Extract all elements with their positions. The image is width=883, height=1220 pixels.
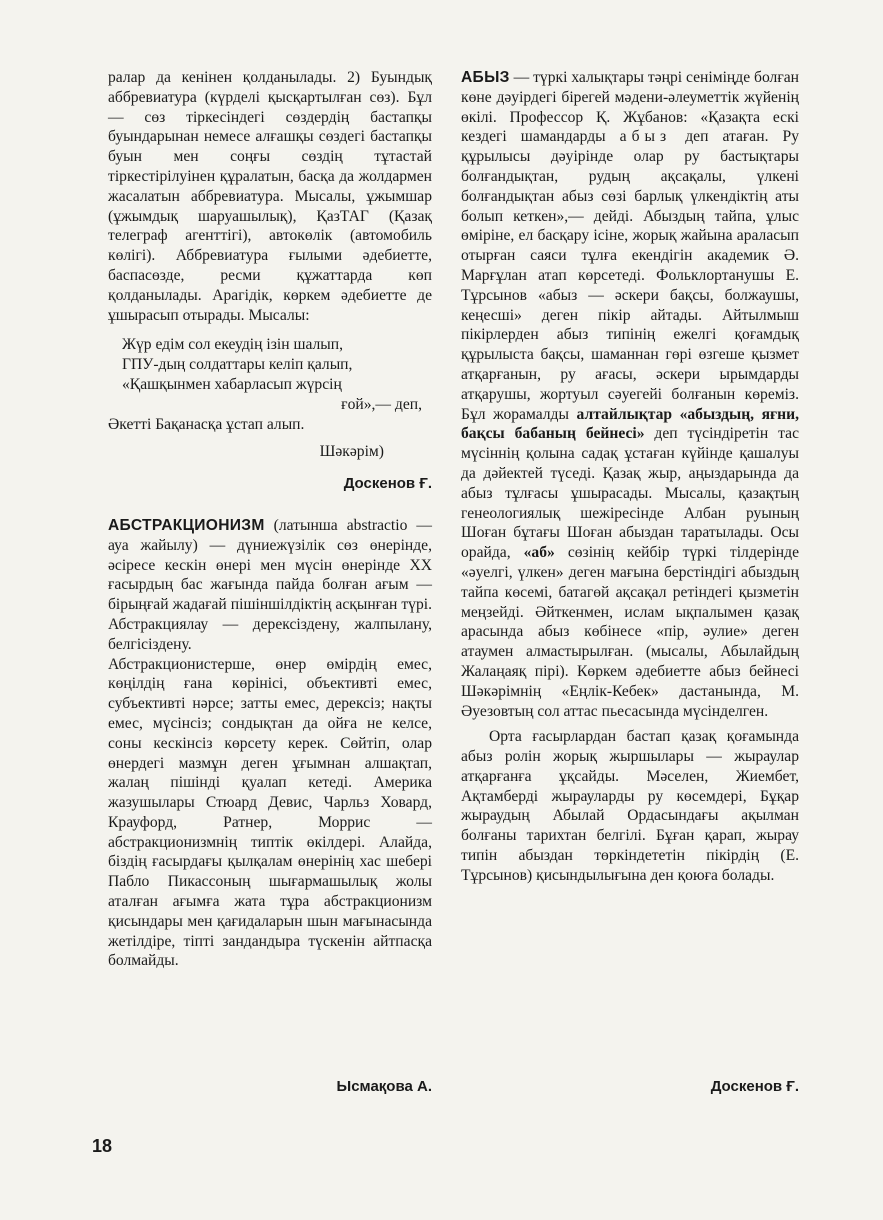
poem-attribution: Шәкәрім) [319, 443, 384, 461]
bold-phrase: «аб» [523, 544, 555, 562]
bold-phrase: алтайлықтар «абыздың, яғни, бақсы бабаның бейнесі» [461, 405, 799, 443]
entry-abstractionism [108, 516, 432, 655]
entry-author: Доскенов Ғ. [343, 475, 432, 493]
entry-text: (латынша abstractio — ауа жайылу) — дүниежүзілік сөз өнерінде, әсіресе кескін өнері мен мүсін өнерінде XX ғасырдың бас жағында пайда болған ағым — бірыңғай жадағай пішіншілдіктің асқынған түрі. Абстракциялау — дерексіздену, жалпылану, белгісіздену. [108, 516, 432, 653]
entry-text: — түркі халықтары тәңрі сеніміңде болған көне дәуірдегі бірегей мәдени-әлеуметтік жүйенің өкілі. Профессор Қ. Жұбанов: «Қазақта ескі кездегі шамандарды [461, 69, 799, 146]
poem-line: Әкетті Бақанасқа ұстап алып. [108, 415, 305, 433]
entry-author: Доскенов Ғ. [710, 1078, 799, 1095]
entry-text: деп атаған. Ру құрылысы дәуірінде олар ру бастықтары болғандықтан, рудың ақсақалы, үлкені болғандықтан абыз сөзі барлық үлкендіктің аты болып кеткен»,— дейді. Абыздың тайпа, ұлыс өміріне, ел басқару ісіне, жорық жайына араласып отырған саяси тұлға екендігін академик Ә. Марғұлан атап көрсетеді. Фольклортанушы Е. Тұрсынов «абыз — әскери бақсы, болжаушы, кеңесші» деген пікір айтады. Айтылмыш пікірлерден абыз типінің ежелгі қоғамдық құрылыста бақсы, шаманнан гөрі өзгеше қызмет атқарғанын, ру ағасы, әскери ырымдарды атқарушы, жортуыл сәуегейі болғанын көреміз. Бұл жорамалды [461, 128, 799, 423]
entry-paragraph: Абстракционистерше, өнер өмірдің емес, көңілдің ғана көрінісі, объективті емес, субъективті нәрсе; затты емес, дерексіз; нақты емес, мүсінсіз; сондықтан да ойға не келсе, соны кескінсіз көрсету керек. Сөйтіп, олар өнердегі мазмұн деген ұғымнан алшақтап, жалаң пішінді қуалап кетеді. Америка жазушылары Стюард Девис, Чарльз Ховард, Крауфорд, Ратнер, Моррис — абстракционизмнің типтік өкілдері. Алайда, біздің ғасырдағы қылқалам өнерінің хас шебері Пабло Пикассоның шығармашылық жолы аталған ағымға жата тұра абстракционизм қисындары мен қағидаларын шын мағынасында жетілдіре, тіпті зандандыра түскенін айтпасқа болмайды. [108, 655, 432, 970]
continuation-paragraph: ралар да кенінен қолданылады. 2) Буындық аббревиатура (күрделі қысқартылған сөз). Бұл — сөз тіркесіндегі сөздердің бастапқы буындарынан немесе алғашқы сөздегі бастапқы буын мен соңғы сөздің тұтастай тіркестірілуінен құралатын, басқа да жолдармен жасалатын аббревиатура. Мысалы, ұжымшар (ұжымдық шаруашылық), ҚазТАГ (Қазақ телеграф агенттігі), автокөлік (автомобиль көлігі). Аббревиатура ғылыми әдебиетте, баспасөзде, ресми құжаттарда көп қолданылады. Арагідік, көркем әдебиетте де ұшырасып отырады. Мысалы: [108, 69, 432, 324]
poem-line: ГПУ-дың солдаттары келіп қалып, [122, 356, 353, 374]
poem-line: Жүр едім сол екеудің ізін шалып, [122, 336, 344, 354]
entry-abyz [461, 68, 799, 721]
entry-author: Ысмақова А. [336, 1078, 432, 1095]
entry-headword: АБЫЗ [461, 69, 510, 86]
right-column [461, 68, 799, 886]
entry-paragraph: Орта ғасырлардан бастап қазақ қоғамында абыз ролін жорық жыршылары — жыраулар атқарғанға ұқсайды. Мәселен, Жиембет, Ақтамберді жырауларды ру көсемдері, Бұқар жыраудың Абылай Ордасындағы ақылман болғаны тарихтан белгілі. Бұған қарап, жырау типін абыздан төркіндететін пікірдің (Е. Тұрсынов) қисындылығына ден қоюға болады. [461, 728, 799, 884]
entry-headword: АБСТРАКЦИОНИЗМ [108, 516, 265, 534]
poem-line: «Қашқынмен хабарласып жүрсің [122, 375, 342, 393]
left-column [108, 68, 432, 971]
entry-text: сөзінің кейбір түркі тілдерінде «әуелгі, үлкен» деген мағына берстіндігі абыздың тайпа көсемі, батагөй ақсақал ретіндегі қызметін меңзейді. Әйткенмен, ислам ықпалымен қазақ арасында абыз көбінесе «пір, әулие» деген атаумен алмастырылған. (мысалы, Абылайдың Жалаңаяқ пірі). Көркем әдебиетте абыз бейнесі Шәкәрімнің «Еңлік-Кебек» дастанында, М. Әуезовтың сол аттас пьесасында мүсінделген. [461, 544, 799, 720]
entry-text: деп түсіндіретін тас мүсіннің қолына садақ ұстаған күйінде қашалуы да дәйектей түседі. Қазақ жыр, аңыздарында да абыз тұлғасы ұшырасады. Мысалы, қазақтың генеологиялық шежіресінде Албан руының Шоған бұтағы Шоған абыздан таратылады. Осы орайда, [461, 425, 799, 562]
poem-line: ғой»,— деп, [341, 395, 422, 413]
page-number: 18 [92, 1136, 113, 1156]
poem-quote [108, 335, 432, 434]
spaced-word: абыз [619, 128, 672, 146]
